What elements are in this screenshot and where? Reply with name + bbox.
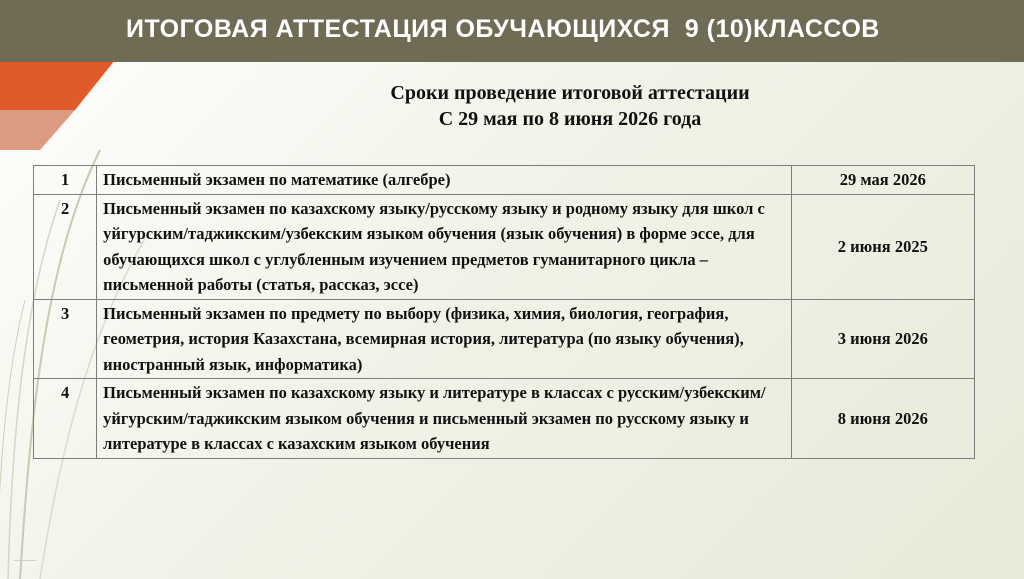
orange-arrow-shape — [0, 60, 115, 110]
schedule-subtitle — [280, 80, 860, 132]
slide-footer-mark — [14, 560, 36, 569]
exam-date: 2 июня 2025 — [791, 194, 974, 299]
row-number: 1 — [34, 166, 97, 195]
subtitle-line-2: С 29 мая по 8 июня 2026 года — [438, 108, 702, 130]
exam-date: 29 мая 2026 — [791, 166, 974, 195]
exam-description: Письменный экзамен по казахскому языку и литературе в классах с русским/узбекским/уйгурским/таджикским языком обучения и письменный экзамен по русскому языку и литературе в классах с казахским языком обучения — [97, 379, 791, 459]
subtitle-line-1: Сроки проведение итоговой аттестации — [390, 82, 750, 104]
table-row — [34, 379, 975, 459]
exam-description: Письменный экзамен по предмету по выбору (физика, химия, биология, география, геометрия, история Казахстана, всемирная история, литература (по языку обучения), иностранный язык, информатика) — [97, 299, 791, 379]
table-row — [34, 166, 975, 195]
table-row — [34, 299, 975, 379]
exam-description: Письменный экзамен по казахскому языку/русскому языку и родному языку для школ с уйгурским/таджикским/узбекским языком обучения (язык обучения) в форме эссе, для обучающихся школ с углубленным изучением предметов гуманитарного цикла – письменной работы (статья, рассказ, эссе) — [97, 194, 791, 299]
exam-date: 8 июня 2026 — [791, 379, 974, 459]
exam-description: Письменный экзамен по математике (алгебре) — [97, 166, 791, 195]
row-number: 2 — [34, 194, 97, 299]
page-title: ИТОГОВАЯ АТТЕСТАЦИЯ ОБУЧАЮЩИХСЯ 9 (10)КЛАССОВ — [126, 15, 880, 43]
header-bar — [0, 0, 1024, 62]
row-number: 3 — [34, 299, 97, 379]
exam-date: 3 июня 2026 — [791, 299, 974, 379]
table-row — [34, 194, 975, 299]
exam-schedule-table — [33, 165, 975, 459]
row-number: 4 — [34, 379, 97, 459]
